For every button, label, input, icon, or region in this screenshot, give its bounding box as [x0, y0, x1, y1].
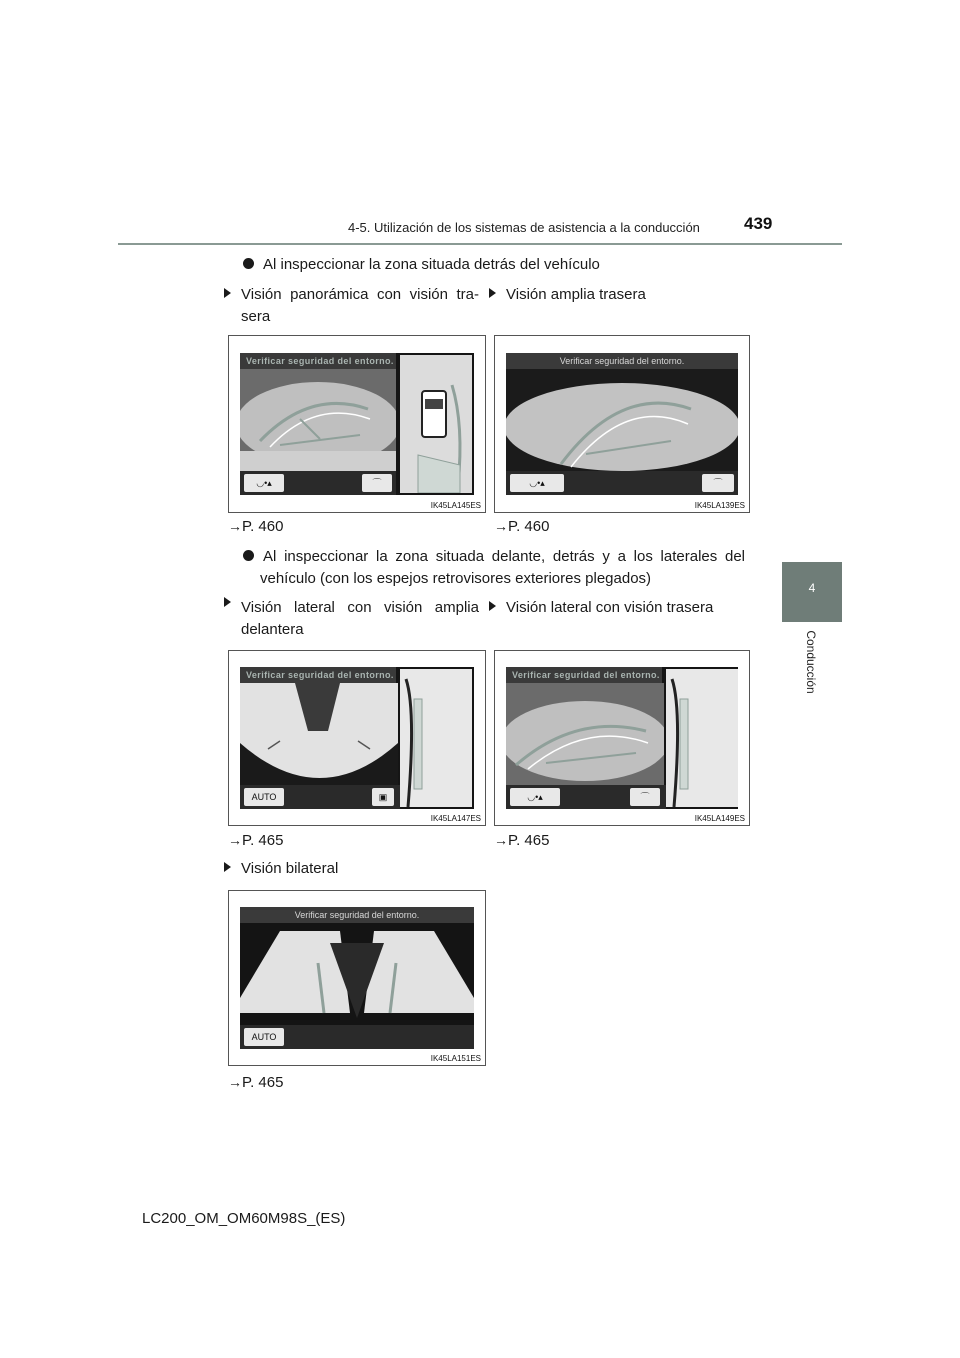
auto-button[interactable]: AUTO	[244, 1028, 284, 1046]
section-heading-all-around: Al inspeccionar la zona situada delante, detrás y a los laterales del vehículo (con los espejos retrovisores exteriores plegados)	[243, 546, 745, 590]
guide-line-button[interactable]: ⌒	[362, 474, 392, 492]
figure-code: IK45LA147ES	[430, 814, 481, 823]
wide-rear-camera-view	[506, 369, 738, 471]
guide-line-button[interactable]: ⌒	[702, 474, 734, 492]
screen-toolbar	[506, 785, 666, 809]
arrow-right-icon: →	[494, 518, 508, 534]
view-switch-button[interactable]: ◡•▴	[244, 474, 284, 492]
document-code: LC200_OM_OM60M98S_(ES)	[142, 1210, 346, 1227]
bullet-icon	[243, 258, 254, 269]
header-divider	[118, 243, 842, 245]
triangle-bullet-icon	[489, 601, 496, 611]
view-title-wide-rear: Visión amplia trasera	[489, 284, 646, 306]
screen	[240, 353, 474, 495]
panoramic-top-view	[400, 355, 472, 493]
triangle-bullet-icon	[224, 862, 231, 872]
page-reference[interactable]: →P. 465	[228, 832, 284, 849]
camera-button[interactable]: ▣	[372, 788, 394, 806]
auto-button[interactable]: AUTO	[244, 788, 284, 806]
arrow-right-icon: →	[228, 518, 242, 534]
view-switch-button[interactable]: ◡•▴	[510, 474, 564, 492]
view-switch-button[interactable]: ◡•▴	[510, 788, 560, 806]
chapter-number: 4	[808, 581, 816, 595]
bullet-icon	[243, 550, 254, 561]
figure-code: IK45LA151ES	[430, 1054, 481, 1063]
section-heading-rear: Al inspeccionar la zona situada detrás del vehículo	[243, 254, 600, 276]
screen-banner: Verificar seguridad del entorno.	[240, 667, 396, 683]
screen	[240, 907, 474, 1049]
screen-banner: Verificar seguridad del entorno.	[506, 667, 662, 683]
view-title-side-rear: Visión lateral con visión trasera	[489, 597, 713, 619]
page-reference[interactable]: →P. 460	[228, 518, 284, 535]
screen-banner: Verificar seguridad del entorno.	[240, 353, 396, 369]
rear-camera-view	[506, 683, 664, 785]
screen	[240, 667, 474, 809]
front-wide-camera-view	[240, 683, 398, 785]
side-camera-view	[400, 669, 472, 807]
page-number: 439	[744, 214, 773, 233]
bilateral-camera-view	[240, 923, 474, 1025]
screen-toolbar	[240, 471, 396, 495]
side-camera-view	[666, 669, 738, 807]
figure-code: IK45LA139ES	[694, 501, 745, 510]
screen-toolbar	[240, 785, 400, 809]
figure-wide-rear	[494, 335, 750, 513]
triangle-bullet-icon	[224, 288, 231, 298]
guide-line-button[interactable]: ⌒	[630, 788, 660, 806]
figure-code: IK45LA145ES	[430, 501, 481, 510]
screen	[506, 353, 738, 495]
screen-banner: Verificar seguridad del entorno.	[506, 353, 738, 369]
figure-bilateral	[228, 890, 486, 1066]
chapter-tab	[782, 562, 842, 622]
page-reference[interactable]: →P. 460	[494, 518, 550, 535]
screen-banner: Verificar seguridad del entorno.	[240, 907, 474, 923]
page-reference[interactable]: →P. 465	[494, 832, 550, 849]
view-title-side-wide-front: Visión lateral con visión amplia delantera	[224, 597, 479, 641]
figure-side-wide-front	[228, 650, 486, 826]
rear-camera-view	[240, 369, 396, 471]
view-title-panoramic-rear: Visión panorámica con visión tra- sera	[224, 284, 479, 328]
screen-toolbar	[240, 1025, 474, 1049]
arrow-right-icon: →	[228, 1074, 242, 1090]
figure-side-rear	[494, 650, 750, 826]
triangle-bullet-icon	[489, 288, 496, 298]
page-reference[interactable]: →P. 465	[228, 1074, 284, 1091]
screen	[506, 667, 738, 809]
arrow-right-icon: →	[494, 832, 508, 848]
figure-code: IK45LA149ES	[694, 814, 745, 823]
chapter-label: Conducción	[804, 630, 818, 694]
running-header: 4-5. Utilización de los sistemas de asistencia a la conducción	[348, 220, 700, 235]
figure-panoramic-rear	[228, 335, 486, 513]
triangle-bullet-icon	[224, 597, 231, 607]
view-title-bilateral: Visión bilateral	[224, 858, 338, 880]
screen-toolbar	[506, 471, 738, 495]
arrow-right-icon: →	[228, 832, 242, 848]
